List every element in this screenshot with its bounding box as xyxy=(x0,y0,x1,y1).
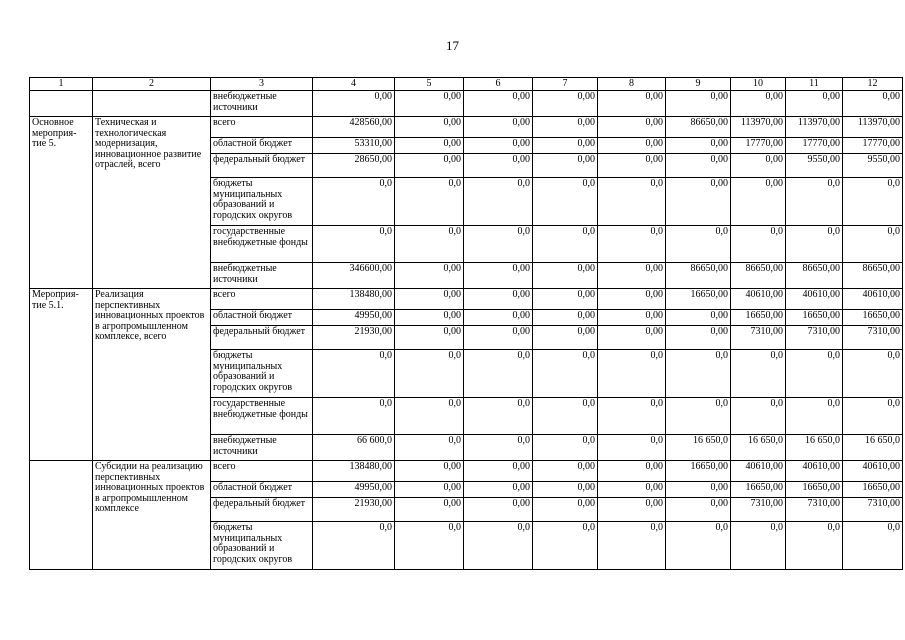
amount-cell: 16650,00 xyxy=(843,310,903,326)
amount-cell: 346600,00 xyxy=(313,263,395,289)
amount-cell: 16650,00 xyxy=(731,310,786,326)
amount-cell: 0,0 xyxy=(395,178,464,226)
column-header: 11 xyxy=(786,78,843,91)
amount-cell: 0,00 xyxy=(464,138,533,154)
amount-cell: 7310,00 xyxy=(731,326,786,350)
amount-cell: 7310,00 xyxy=(843,498,903,522)
amount-cell: 7310,00 xyxy=(843,326,903,350)
amount-cell: 0,00 xyxy=(598,498,666,522)
amount-cell: 7310,00 xyxy=(786,498,843,522)
amount-cell: 0,0 xyxy=(666,398,731,435)
amount-cell: 0,00 xyxy=(598,154,666,178)
funding-source-cell: государственные внебюджетные фонды xyxy=(211,398,313,435)
amount-cell: 0,00 xyxy=(533,326,598,350)
amount-cell: 49950,00 xyxy=(313,310,395,326)
amount-cell: 0,00 xyxy=(533,461,598,482)
amount-cell: 0,00 xyxy=(395,310,464,326)
amount-cell: 0,00 xyxy=(598,310,666,326)
amount-cell: 9550,00 xyxy=(786,154,843,178)
measure-id-cell: Основное мероприя-тие 5. xyxy=(30,117,93,289)
amount-cell: 0,0 xyxy=(395,435,464,461)
column-header: 1 xyxy=(30,78,93,91)
amount-cell: 138480,00 xyxy=(313,289,395,310)
amount-cell: 16 650,0 xyxy=(731,435,786,461)
amount-cell: 0,00 xyxy=(666,310,731,326)
amount-cell: 0,0 xyxy=(395,226,464,263)
funding-source-cell: федеральный бюджет xyxy=(211,154,313,178)
amount-cell: 428560,00 xyxy=(313,117,395,138)
amount-cell: 40610,00 xyxy=(731,289,786,310)
page-number: 17 xyxy=(446,38,459,53)
amount-cell: 0,00 xyxy=(666,154,731,178)
amount-cell: 0,0 xyxy=(666,226,731,263)
amount-cell: 40610,00 xyxy=(731,461,786,482)
amount-cell: 0,0 xyxy=(533,398,598,435)
amount-cell: 0,0 xyxy=(843,226,903,263)
funding-source-cell: внебюджетные источники xyxy=(211,91,313,117)
amount-cell: 17770,00 xyxy=(731,138,786,154)
amount-cell: 0,0 xyxy=(464,178,533,226)
amount-cell: 0,00 xyxy=(395,482,464,498)
column-header: 10 xyxy=(731,78,786,91)
amount-cell: 0,0 xyxy=(533,226,598,263)
table-row xyxy=(30,117,903,138)
amount-cell: 113970,00 xyxy=(786,117,843,138)
amount-cell: 0,00 xyxy=(395,289,464,310)
funding-source-cell: государственные внебюджетные фонды xyxy=(211,226,313,263)
amount-cell: 0,0 xyxy=(598,226,666,263)
funding-source-cell: всего xyxy=(211,461,313,482)
amount-cell: 86650,00 xyxy=(666,263,731,289)
amount-cell: 86650,00 xyxy=(786,263,843,289)
amount-cell: 0,00 xyxy=(464,310,533,326)
amount-cell: 0,0 xyxy=(533,522,598,570)
table-row xyxy=(30,289,903,310)
measure-id-cell xyxy=(30,461,93,570)
amount-cell: 16 650,0 xyxy=(786,435,843,461)
amount-cell: 0,0 xyxy=(313,178,395,226)
amount-cell: 0,0 xyxy=(598,435,666,461)
amount-cell: 0,00 xyxy=(464,154,533,178)
amount-cell: 0,00 xyxy=(533,263,598,289)
table-row xyxy=(30,91,903,117)
funding-source-cell: всего xyxy=(211,117,313,138)
amount-cell: 0,0 xyxy=(666,350,731,398)
amount-cell: 16650,00 xyxy=(666,289,731,310)
amount-cell: 0,0 xyxy=(598,522,666,570)
amount-cell: 0,00 xyxy=(395,326,464,350)
funding-source-cell: бюджеты муниципальных образований и городских округов xyxy=(211,178,313,226)
amount-cell: 0,00 xyxy=(464,263,533,289)
column-header: 9 xyxy=(666,78,731,91)
amount-cell: 0,0 xyxy=(395,350,464,398)
amount-cell: 0,0 xyxy=(313,226,395,263)
amount-cell: 0,00 xyxy=(464,117,533,138)
amount-cell: 0,00 xyxy=(786,91,843,117)
amount-cell: 0,00 xyxy=(598,91,666,117)
amount-cell: 0,00 xyxy=(666,326,731,350)
amount-cell: 0,00 xyxy=(666,91,731,117)
amount-cell: 53310,00 xyxy=(313,138,395,154)
amount-cell: 7310,00 xyxy=(786,326,843,350)
amount-cell: 0,00 xyxy=(598,482,666,498)
amount-cell: 17770,00 xyxy=(786,138,843,154)
amount-cell: 86650,00 xyxy=(731,263,786,289)
funding-source-cell: внебюджетные источники xyxy=(211,263,313,289)
funding-source-cell: бюджеты муниципальных образований и городских округов xyxy=(211,350,313,398)
amount-cell: 40610,00 xyxy=(843,461,903,482)
amount-cell: 0,00 xyxy=(464,498,533,522)
amount-cell: 17770,00 xyxy=(843,138,903,154)
amount-cell: 0,0 xyxy=(313,522,395,570)
measure-name-cell: Субсидии на реализацию перспективных инновационных проектов в агропромышленном комплексе xyxy=(93,461,211,570)
amount-cell: 0,0 xyxy=(395,522,464,570)
amount-cell: 0,0 xyxy=(731,398,786,435)
column-header: 7 xyxy=(533,78,598,91)
column-header: 8 xyxy=(598,78,666,91)
amount-cell: 0,00 xyxy=(464,482,533,498)
amount-cell: 0,00 xyxy=(598,117,666,138)
amount-cell: 0,0 xyxy=(731,522,786,570)
amount-cell: 0,00 xyxy=(731,178,786,226)
amount-cell: 28650,00 xyxy=(313,154,395,178)
amount-cell: 40610,00 xyxy=(843,289,903,310)
amount-cell: 0,0 xyxy=(464,522,533,570)
amount-cell: 16650,00 xyxy=(843,482,903,498)
amount-cell: 21930,00 xyxy=(313,326,395,350)
amount-cell: 0,0 xyxy=(843,350,903,398)
amount-cell: 21930,00 xyxy=(313,498,395,522)
amount-cell: 0,00 xyxy=(533,91,598,117)
funding-source-cell: внебюджетные источники xyxy=(211,435,313,461)
amount-cell: 16 650,0 xyxy=(843,435,903,461)
amount-cell: 86650,00 xyxy=(666,117,731,138)
amount-cell: 0,0 xyxy=(731,350,786,398)
amount-cell: 0,0 xyxy=(843,522,903,570)
amount-cell: 0,00 xyxy=(598,289,666,310)
amount-cell: 40610,00 xyxy=(786,461,843,482)
amount-cell: 66 600,0 xyxy=(313,435,395,461)
amount-cell: 0,0 xyxy=(598,398,666,435)
amount-cell: 0,00 xyxy=(598,326,666,350)
amount-cell: 0,0 xyxy=(464,435,533,461)
amount-cell: 0,00 xyxy=(533,138,598,154)
amount-cell: 0,00 xyxy=(395,91,464,117)
amount-cell: 0,00 xyxy=(666,482,731,498)
amount-cell: 0,00 xyxy=(843,91,903,117)
amount-cell: 138480,00 xyxy=(313,461,395,482)
amount-cell: 0,0 xyxy=(598,178,666,226)
amount-cell: 0,00 xyxy=(464,289,533,310)
budget-table xyxy=(29,77,903,570)
amount-cell: 0,0 xyxy=(313,350,395,398)
amount-cell: 49950,00 xyxy=(313,482,395,498)
amount-cell: 86650,00 xyxy=(843,263,903,289)
amount-cell: 0,0 xyxy=(464,398,533,435)
amount-cell: 0,00 xyxy=(395,263,464,289)
amount-cell: 0,00 xyxy=(395,117,464,138)
amount-cell: 0,0 xyxy=(786,226,843,263)
amount-cell: 0,0 xyxy=(786,522,843,570)
amount-cell: 0,0 xyxy=(533,350,598,398)
column-header: 2 xyxy=(93,78,211,91)
amount-cell: 0,00 xyxy=(533,154,598,178)
amount-cell: 0,0 xyxy=(533,178,598,226)
amount-cell: 0,00 xyxy=(666,498,731,522)
amount-cell: 0,00 xyxy=(666,138,731,154)
amount-cell: 0,0 xyxy=(464,350,533,398)
amount-cell: 0,0 xyxy=(786,398,843,435)
amount-cell: 0,00 xyxy=(395,498,464,522)
amount-cell: 0,0 xyxy=(786,350,843,398)
amount-cell: 0,00 xyxy=(313,91,395,117)
amount-cell: 0,00 xyxy=(533,482,598,498)
column-header: 12 xyxy=(843,78,903,91)
amount-cell: 16650,00 xyxy=(731,482,786,498)
amount-cell: 0,0 xyxy=(731,226,786,263)
amount-cell: 0,0 xyxy=(666,522,731,570)
header-row xyxy=(30,78,903,91)
amount-cell: 0,00 xyxy=(464,461,533,482)
amount-cell: 0,00 xyxy=(395,461,464,482)
amount-cell: 0,00 xyxy=(533,310,598,326)
amount-cell: 0,0 xyxy=(786,178,843,226)
amount-cell: 0,0 xyxy=(533,435,598,461)
amount-cell: 0,00 xyxy=(395,138,464,154)
funding-source-cell: федеральный бюджет xyxy=(211,498,313,522)
amount-cell: 0,00 xyxy=(533,289,598,310)
amount-cell: 9550,00 xyxy=(843,154,903,178)
funding-source-cell: областной бюджет xyxy=(211,310,313,326)
amount-cell: 0,00 xyxy=(731,91,786,117)
amount-cell: 0,00 xyxy=(598,263,666,289)
amount-cell: 0,00 xyxy=(666,178,731,226)
funding-source-cell: федеральный бюджет xyxy=(211,326,313,350)
amount-cell: 0,00 xyxy=(533,117,598,138)
amount-cell: 0,0 xyxy=(843,178,903,226)
funding-source-cell: бюджеты муниципальных образований и городских округов xyxy=(211,522,313,570)
table-row xyxy=(30,461,903,482)
column-header: 5 xyxy=(395,78,464,91)
measure-name-cell: Реализация перспективных инновационных проектов в агропромышленном комплексе, всего xyxy=(93,289,211,461)
amount-cell: 0,00 xyxy=(598,138,666,154)
funding-source-cell: всего xyxy=(211,289,313,310)
column-header: 3 xyxy=(211,78,313,91)
amount-cell: 16650,00 xyxy=(786,310,843,326)
amount-cell: 113970,00 xyxy=(731,117,786,138)
amount-cell: 0,0 xyxy=(395,398,464,435)
amount-cell: 113970,00 xyxy=(843,117,903,138)
amount-cell: 0,0 xyxy=(598,350,666,398)
measure-id-cell: Мероприя-тие 5.1. xyxy=(30,289,93,461)
amount-cell: 16 650,0 xyxy=(666,435,731,461)
funding-source-cell: областной бюджет xyxy=(211,138,313,154)
amount-cell: 0,00 xyxy=(731,154,786,178)
measure-name-cell: Техническая и технологическая модернизация, инновационное развитие отраслей, всего xyxy=(93,117,211,289)
measure-name-cell xyxy=(93,91,211,117)
amount-cell: 0,00 xyxy=(598,461,666,482)
amount-cell: 0,00 xyxy=(533,498,598,522)
amount-cell: 0,00 xyxy=(464,91,533,117)
amount-cell: 16650,00 xyxy=(786,482,843,498)
amount-cell: 7310,00 xyxy=(731,498,786,522)
funding-source-cell: областной бюджет xyxy=(211,482,313,498)
amount-cell: 0,00 xyxy=(395,154,464,178)
amount-cell: 0,0 xyxy=(313,398,395,435)
column-header: 4 xyxy=(313,78,395,91)
column-header: 6 xyxy=(464,78,533,91)
amount-cell: 16650,00 xyxy=(666,461,731,482)
amount-cell: 40610,00 xyxy=(786,289,843,310)
amount-cell: 0,0 xyxy=(464,226,533,263)
amount-cell: 0,0 xyxy=(843,398,903,435)
measure-id-cell xyxy=(30,91,93,117)
amount-cell: 0,00 xyxy=(464,326,533,350)
